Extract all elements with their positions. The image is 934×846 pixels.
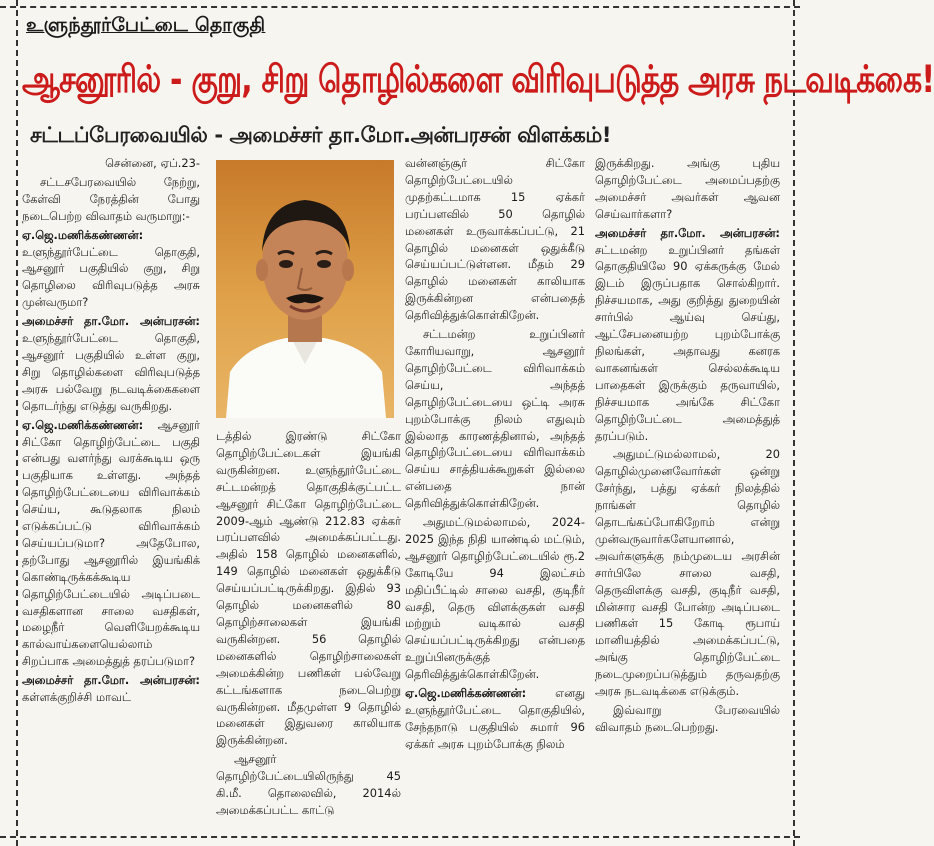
paragraph: டத்தில் இரண்டு சிட்கோ தொழிற்பேட்டைகள் இயங்கி வருகின்றன. உளுந்தூர்பேட்டை சட்டமன்றத் தொகுதிக்குட்பட்ட ஆசனூர் சிட்கோ தொழிற்பேட்டை 2009-ஆம் ஆண்டு 212.83 ஏக்கர் பரப்பளவில் அமைக்கப்பட்டது. அதில் 158 தொழில் மனைகளில், 149 தொழில் மனைகள் ஒதுக்கீடு செய்யப்பட்டிருக்கிறது. இதில் 93 தொழில் மனைகளில் 80 தொழிற்சாலைகள் இயங்கி வருகின்றன. 56 தொழில் மனைகளில் தொழிற்சாலைகள் அமைக்கின்ற பணிகள் பல்வேறு கட்டங்களாக நடைபெற்று வருகின்றன. மீதமுள்ள 9 தொழில் மனைகள் இதுவரை காலியாக இருக்கின்றன. — [216, 429, 401, 748]
paragraph: அமைச்சர் தா.மோ. அன்பரசன்: உளுந்தூர்பேட்டை தொகுதி, ஆசனூர் பகுதியில் உள்ள குறு, சிறு தொழில்களை விரிவுபடுத்த அரசு பல்வேறு நடவடிக்கைகளை தொடர்ந்து எடுத்து வருகிறது. — [22, 314, 200, 413]
adjacent-article-sliver — [0, 40, 14, 840]
speaker-name: அமைச்சர் தா.மோ. அன்பரசன்: — [22, 673, 200, 688]
right-divider — [793, 0, 795, 846]
speaker-name: ஏ.ஜெ.மணிக்கண்ணன்: — [22, 417, 144, 432]
paragraph: ஏ.ஜெ.மணிக்கண்ணன்: எனது உளுந்தூர்பேட்டை தொகுதியில், சேந்தநாடு பகுதியில் சுமார் 96 ஏக்கர் அரசு புறம்போக்கு நிலம் — [405, 686, 585, 751]
paragraph: இவ்வாறு பேரவையில் விவாதம் நடைபெற்றது. — [595, 703, 780, 734]
left-divider — [16, 0, 18, 846]
paragraph: அமைச்சர் தா.மோ. அன்பரசன்: கள்ளக்குறிச்சி மாவட் — [22, 673, 200, 705]
article-column-3 — [405, 155, 585, 835]
paragraph: சட்டசபேரவையில் நேற்று, கேள்வி நேரத்தின் போது நடைபெற்ற விவாதம் வருமாறு:- — [22, 174, 200, 223]
speaker-name: அமைச்சர் தா.மோ. அன்பரசன்: — [595, 225, 780, 240]
paragraph: அமைச்சர் தா.மோ. அன்பரசன்: சட்டமன்ற உறுப்பினர் தங்கள் தொகுதியிலே 90 ஏக்கருக்கு மேல் இடம் இருப்பதாக சொல்கிறார். நிச்சயமாக, அது குறித்து துறையின் சார்பில் ஆய்வு செய்து, ஆட்சேபனையற்ற புறம்போக்கு நிலங்கள், அதாவது கனரக வாகனங்கள் செல்லக்கூடிய பாதைகள் இருக்கும் தருவாயில், நிச்சயமாக அங்கே சிட்கோ தொழிற்பேட்டை அமைத்துத் தரப்படும். — [595, 225, 780, 443]
article-column-4 — [595, 155, 780, 835]
top-divider — [0, 6, 800, 8]
subheadline: சட்டப்பேரவையில் - அமைச்சர் தா.மோ.அன்பரசன் விளக்கம்! — [30, 123, 612, 147]
paragraph: ஏ.ஜெ.மணிக்கண்ணன்: ஆசனூர் சிட்கோ தொழிற்பேட்டை பகுதி என்பது வளர்ந்து வரக்கூடிய ஒரு பகுதியாக உள்ளது. அந்தத் தொழிற்பேட்டையை விரிவாக்கம் செய்ய, கூடுதலாக நிலம் எடுக்கப்பட்டு விரிவாக்கம் செய்யப்படுமா? அதேபோல, தற்போது ஆசனூரில் இயங்கிக் கொண்டிருக்கக்கூடிய தொழிற்பேட்டையில் அடிப்படை வசதிகளான சாலை வசதிகள், மழைநீர் வெளியேறக்கூடிய கால்வாய்களையெல்லாம் சிறப்பாக அமைத்துத் தரப்படுமா? — [22, 417, 200, 669]
minister-photo — [216, 160, 394, 418]
paragraph: இருக்கிறது. அங்கு புதிய தொழிற்பேட்டை அமைப்பதற்கு அமைச்சர் அவர்கள் ஆவன செய்வார்களா? — [595, 156, 780, 221]
paragraph: வன்னஞ்சூர் சிட்கோ தொழிற்பேட்டையில் முதற்கட்டமாக 15 ஏக்கர் பரப்பளவில் 50 தொழில் மனைகள் உருவாக்கப்பட்டு, 21 தொழில் மனைகள் ஒதுக்கீடு செய்யப்பட்டுள்ளன. மீதம் 29 தொழில் மனைகள் காலியாக இருக்கின்றன என்பதைத் தெரிவித்துக்கொள்கிறேன். — [405, 156, 585, 323]
paragraph: ஆசனூர் தொழிற்பேட்டையிலிருந்து 45 கி.மீ. தொலைவில், 2014ல் அமைக்கப்பட்ட காட்டு — [216, 752, 401, 817]
section-label: உளுந்தூர்பேட்டை தொகுதி — [26, 14, 266, 36]
article-column-1 — [22, 155, 200, 835]
bottom-divider — [0, 836, 800, 838]
portrait-illustration — [216, 160, 394, 418]
paragraph: அதுமட்டுமல்லாமல், 20 தொழில்முனைவோர்கள் ஒன்று சேர்ந்து, பத்து ஏக்கர் நிலத்தில் நாங்கள் தொழில் தொடங்கப்போகிறோம் என்று முன்வருவார்களேயானால், அவர்களுக்கு நம்முடைய அரசின் சார்பிலே சாலை வசதி, தெருவிளக்கு வசதி, குடிநீர் வசதி, மின்சார வசதி போன்ற அடிப்படை பணிகள் 15 கோடி ரூபாய் மானியத்தில் அமைக்கப்பட்டு, அங்கு தொழிற்பேட்டை நடைமுறைப்படுத்தும் தருவதற்கு அரசு நடவடிக்கை எடுக்கும். — [595, 447, 780, 699]
headline: ஆசனூரில் - குறு, சிறு தொழில்களை விரிவுபடுத்த அரசு நடவடிக்கை! — [22, 58, 934, 102]
speaker-name: ஏ.ஜெ.மணிக்கண்ணன்: — [22, 227, 144, 242]
paragraph: சட்டமன்ற உறுப்பினர் கோரியவாறு, ஆசனூர் தொழிற்பேட்டை விரிவாக்கம் செய்ய, அந்தத் தொழிற்பேட்டையை ஒட்டி அரசு புறம்போக்கு நிலம் எதுவும் இல்லாத காரணத்தினால், அந்தத் தொழிற்பேட்டையை விரிவாக்கம் செய்ய சாத்தியக்கூறுகள் இல்லை என்பதை நான் தெரிவித்துக்கொள்கிறேன். — [405, 327, 585, 511]
speaker-name: அமைச்சர் தா.மோ. அன்பரசன்: — [22, 314, 200, 329]
paragraph: ஏ.ஜெ.மணிக்கண்ணன்: உளுந்தூர்பேட்டை தொகுதி, ஆசனூர் பகுதியில் குறு, சிறு தொழிலை விரிவுபடுத்த அரசு முன்வருமா? — [22, 227, 200, 310]
article-column-2 — [216, 428, 401, 833]
dateline: சென்னை, ஏப்.23- — [105, 156, 200, 170]
speaker-name: ஏ.ஜெ.மணிக்கண்ணன்: — [405, 686, 527, 701]
paragraph: அதுமட்டுமல்லாமல், 2024-2025 இந்த நிதி யாண்டில் மட்டும், ஆசனூர் தொழிற்பேட்டையில் ரூ.2 கோடியே 94 இலட்சம் மதிப்பீட்டில் சாலை வசதி, குடிநீர் வசதி, தெரு விளக்குகள் வசதி மற்றும் வடிகால் வசதி செய்யப்பட்டிருக்கிறது என்பதை உறுப்பினருக்குத் தெரிவித்துக்கொள்கிறேன். — [405, 515, 585, 682]
